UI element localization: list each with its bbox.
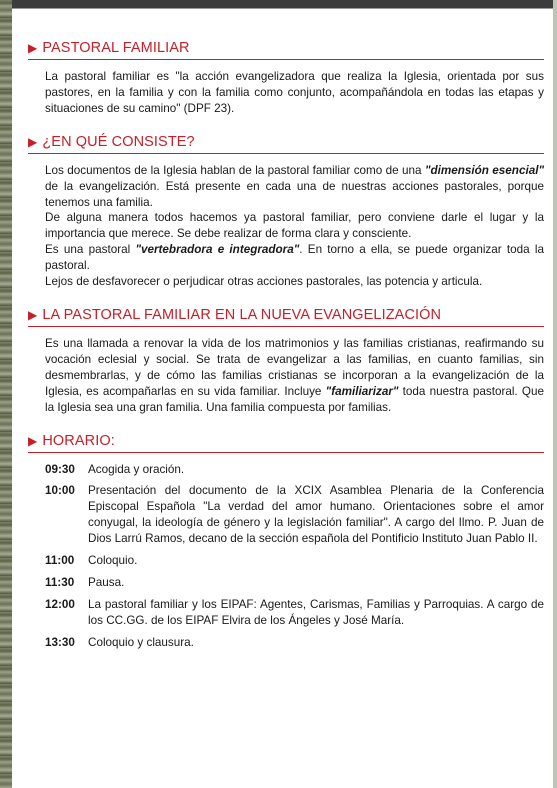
document-page xyxy=(28,40,544,668)
right-decorative-strip xyxy=(553,0,557,788)
text-run: . En torno a ella, se puede organizar toda la pastoral. xyxy=(45,243,545,273)
schedule-time: 11:00 xyxy=(45,554,75,568)
section-en-que-consiste xyxy=(28,134,544,290)
triangle-right-icon: ▶ xyxy=(28,41,38,55)
section-heading xyxy=(28,433,544,453)
triangle-right-icon: ▶ xyxy=(28,134,38,149)
paragraph: Lejos de desfavorecer o perjudicar otras acciones pastorales, las potencia y articula. xyxy=(45,275,483,289)
paragraph: La pastoral familiar es "la acción evangelizadora que realiza la Iglesia, orientada por sus pastores, en la familia y con la familia como conjunto, acompañándola en todas las etapas y situaciones de su camino" (DPF 23). xyxy=(45,70,544,115)
text-run: Es una pastoral xyxy=(45,243,136,257)
schedule-description: Pausa. xyxy=(88,575,125,589)
schedule-time: 11:30 xyxy=(45,575,75,589)
paragraph xyxy=(45,242,544,274)
left-decorative-strip xyxy=(0,0,12,788)
section-heading xyxy=(28,307,544,327)
text-run: de la evangelización. Está presente en cada una de nuestras acciones pastorales, porque tenemos una familia. xyxy=(45,179,544,209)
schedule-list xyxy=(28,462,544,651)
emphasis-text: "vertebradora e integradora" xyxy=(135,243,300,257)
paragraph: De alguna manera todos hacemos ya pastoral familiar, pero conviene darle el lugar y la importancia que merece. Se debe realizar de forma clara y consciente. xyxy=(45,211,544,241)
schedule-description: Coloquio. xyxy=(88,554,138,568)
section-pastoral-familiar xyxy=(28,40,544,117)
section-title: LA PASTORAL FAMILIAR EN LA NUEVA EVANGELIZACIÓN xyxy=(42,306,442,323)
emphasis-text: "dimensión esencial" xyxy=(424,163,544,177)
schedule-time: 12:00 xyxy=(45,597,75,611)
triangle-right-icon: ▶ xyxy=(28,307,38,322)
section-body xyxy=(28,69,544,117)
schedule-time: 09:30 xyxy=(45,462,75,476)
schedule-item xyxy=(45,462,544,478)
schedule-description: Presentación del documento de la XCIX Asamblea Plenaria de la Conferencia Episcopal Española "La verdad del amor humano. Orientaciones sobre el amor conyugal, la ideología de género y la legislación familiar". A cargo del Ilmo. P. Juan de Dios Larrú Ramos, decano de la sección española del Pontificio Instituto Juan Pablo II. xyxy=(88,484,544,546)
triangle-right-icon: ▶ xyxy=(28,433,38,448)
text-run: Es una llamada a renovar la vida de los matrimonios y las familias cristianas, reafirmando su vocación eclesial y social. Se trata de evangelizar a las familias, en cuanto familias, sin desmembrarlas, y de cómo las familias cristianas se incorporan a la evangelización de la Iglesia, es acompañarlas en su vida familiar. Incluye xyxy=(45,336,544,398)
top-border xyxy=(0,0,557,9)
text-run: Los documentos de la Iglesia hablan de la pastoral familiar como de una xyxy=(45,163,425,177)
section-nueva-evangelizacion xyxy=(28,307,544,416)
schedule-item xyxy=(45,635,544,651)
section-title: PASTORAL FAMILIAR xyxy=(42,40,190,56)
schedule-item xyxy=(45,483,544,547)
section-body xyxy=(28,163,544,290)
schedule-time: 13:30 xyxy=(45,635,75,649)
paragraph xyxy=(45,163,544,211)
schedule-description: La pastoral familiar y los EIPAF: Agentes, Carismas, Familias y Parroquias. A cargo de los CC.GG. de los EIPAF Elvira de los Ángeles y José María. xyxy=(88,597,544,627)
section-title: ¿EN QUÉ CONSISTE? xyxy=(42,133,195,150)
section-horario xyxy=(28,433,544,651)
section-heading xyxy=(28,134,544,154)
schedule-item xyxy=(45,597,544,629)
emphasis-text: "familiarizar" xyxy=(325,384,399,398)
text-run: toda nuestra pastoral. Que la Iglesia sea una gran familia. Una familia compuesta por familias. xyxy=(45,384,544,414)
schedule-description: Coloquio y clausura. xyxy=(88,635,194,649)
section-title: HORARIO: xyxy=(42,432,115,449)
schedule-time: 10:00 xyxy=(45,484,75,498)
schedule-item xyxy=(45,575,544,591)
section-body xyxy=(28,336,544,416)
section-heading xyxy=(28,40,544,60)
schedule-description: Acogida y oración. xyxy=(88,462,185,476)
paragraph xyxy=(45,336,544,416)
schedule-item xyxy=(45,553,544,569)
